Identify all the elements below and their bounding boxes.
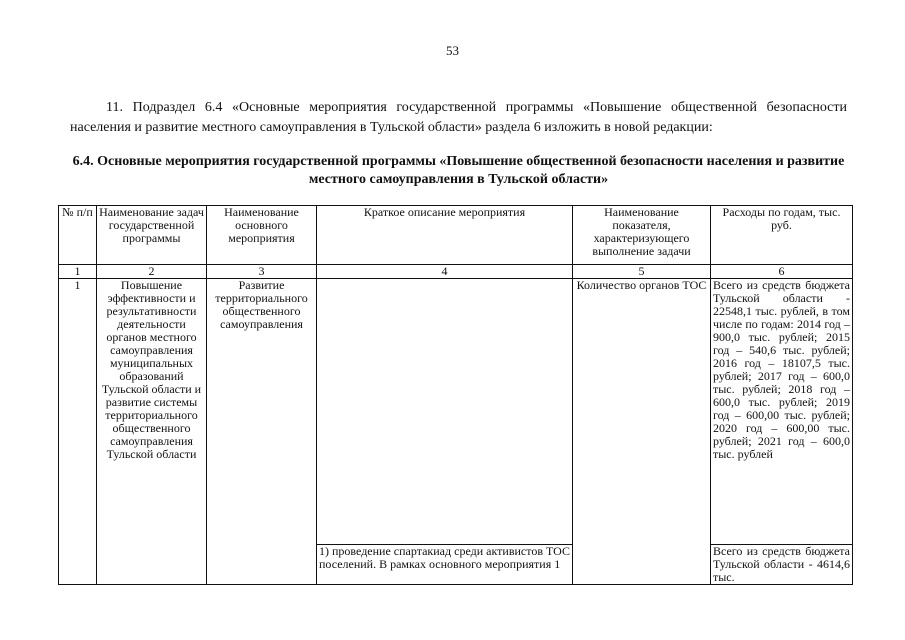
column-number-row <box>59 265 853 279</box>
description-cell-empty <box>317 279 573 545</box>
intro-paragraph: 11. Подраздел 6.4 «Основные мероприятия государственной программы «Повышение общественной безопасности населения и развитие местного самоуправления в Тульской области» раздела 6 изложить в новой редакции: <box>70 100 847 135</box>
column-number: 2 <box>97 265 207 279</box>
measure-cell: Развитие территориального общественного самоуправления <box>207 279 317 585</box>
expenses-cell: Всего из средств бюджета Тульской области - 22548,1 тыс. рублей, в том числе по годам: 2014 год – 900,0 тыс. рублей; 2015 год – 540,6 тыс. рублей; 2016 год – 18107,5 тыс. рублей; 2017 год – 600,0 тыс. рублей; 2018 год – 600,0 тыс. рублей; 2019 год – 600,00 тыс. рублей; 2020 год – 600,00 тыс. рублей; 2021 год – 600,0 тыс. рублей <box>711 279 853 545</box>
measures-table <box>58 205 853 585</box>
table-header-row <box>59 206 853 265</box>
header-cell-task: Наименование задач государственной программы <box>97 206 207 265</box>
column-number: 6 <box>711 265 853 279</box>
header-cell-number: № п/п <box>59 206 97 265</box>
header-cell-measure: Наименование основного мероприятия <box>207 206 317 265</box>
header-cell-expenses: Расходы по годам, тыс. руб. <box>711 206 853 265</box>
row-number-cell: 1 <box>59 279 97 585</box>
description-cell: 1) проведение спартакиад среди активистов ТОС поселений. В рамках основного мероприятия 1 <box>317 545 573 585</box>
column-number: 5 <box>573 265 711 279</box>
column-number: 4 <box>317 265 573 279</box>
column-number: 3 <box>207 265 317 279</box>
expenses-cell-partial: Всего из средств бюджета Тульской области - 4614,6 тыс. <box>711 545 853 585</box>
header-cell-indicator: Наименование показателя, характеризующего выполнение задачи <box>573 206 711 265</box>
header-cell-description: Краткое описание мероприятия <box>317 206 573 265</box>
page-number: 53 <box>446 43 459 58</box>
section-heading: 6.4. Основные мероприятия государственной программы «Повышение общественной безопасности населения и развитие местного самоуправления в Тульской области» <box>72 154 845 187</box>
table-row <box>59 279 853 545</box>
column-number: 1 <box>59 265 97 279</box>
indicator-cell: Количество органов ТОС <box>573 279 711 585</box>
task-cell: Повышение эффективности и результативности деятельности органов местного самоуправления муниципальных образований Тульской области и развитие системы территориального общественного самоуправления Тульской области <box>97 279 207 585</box>
